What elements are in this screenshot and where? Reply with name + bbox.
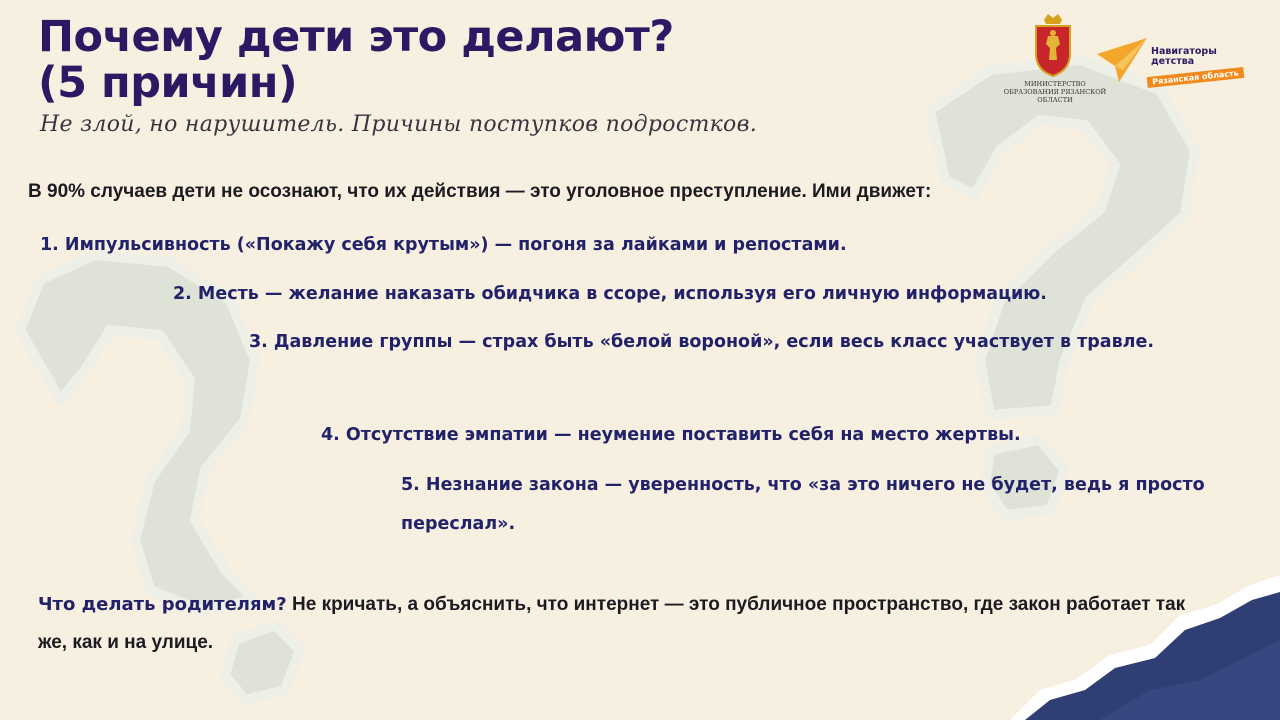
reason-5: 5. Незнание закона — уверенность, что «за это ничего не будет, ведь я просто переслал». (401, 475, 1205, 534)
subtitle: Не злой, но нарушитель. Причины поступков подростков. (40, 112, 757, 137)
coat-of-arms-icon (1030, 14, 1076, 78)
parents-advice (38, 586, 1198, 662)
ministry-logo-text: МИНИСТЕРСТВО ОБРАЗОВАНИЯ РЯЗАНСКОЙ ОБЛАСТИ (1003, 80, 1107, 104)
page-title (38, 14, 674, 106)
parents-answer: Не кричать, а объяснить, что интернет — это публичное пространство, где закон работает так же, как и на улице. (38, 594, 1186, 653)
region-badge: Рязанская область (1147, 67, 1244, 88)
navigators-title: Навигаторы детства (1151, 46, 1217, 67)
reason-4: 4. Отсутствие эмпатии — неумение поставить себя на место жертвы. (321, 425, 1021, 445)
parents-question: Что делать родителям? (38, 594, 287, 615)
title-line-2: (5 причин) (38, 58, 298, 108)
reason-1: 1. Импульсивность («Покажу себя крутым») — погоня за лайками и репостами. (40, 235, 847, 255)
title-line-1: Почему дети это делают? (38, 12, 674, 62)
logos (1000, 12, 1260, 102)
navigators-logo (1095, 32, 1245, 92)
reason-3: 3. Давление группы — страх быть «белой вороной», если весь класс участвует в травле. (249, 332, 1155, 352)
intro-text: В 90% случаев дети не осознают, что их действия — это уголовное преступление. Ими движет: (28, 181, 932, 202)
reason-2: 2. Месть — желание наказать обидчика в ссоре, используя его личную информацию. (173, 284, 1047, 304)
